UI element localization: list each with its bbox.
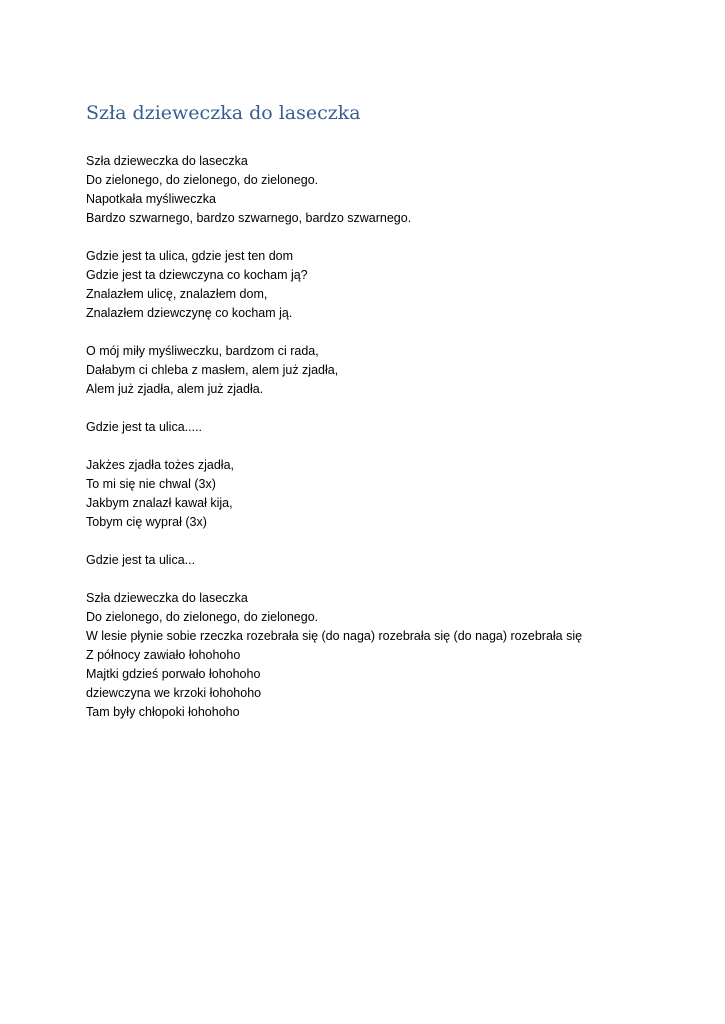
document-title: Szła dzieweczka do laseczka — [86, 102, 361, 124]
lyric-line: Znalazłem ulicę, znalazłem dom, — [86, 287, 268, 301]
lyric-line: Z północy zawiało łohohoho — [86, 648, 241, 662]
lyric-line: To mi się nie chwal (3x) — [86, 477, 216, 491]
lyric-line: Tobym cię wyprał (3x) — [86, 515, 207, 529]
stanza-7 — [86, 589, 706, 722]
lyric-line: Alem już zjadła, alem już zjadła. — [86, 382, 264, 396]
lyric-line: Gdzie jest ta ulica, gdzie jest ten dom — [86, 249, 294, 263]
lyric-line: Gdzie jest ta ulica... — [86, 553, 196, 567]
lyric-line: Do zielonego, do zielonego, do zielonego. — [86, 610, 319, 624]
lyric-line: Jakbym znalazł kawał kija, — [86, 496, 233, 510]
lyric-line: Znalazłem dziewczynę co kocham ją. — [86, 306, 293, 320]
lyric-line: Bardzo szwarnego, bardzo szwarnego, bardzo szwarnego. — [86, 211, 412, 225]
lyric-line: Tam były chłopoki łohohoho — [86, 705, 240, 719]
lyric-line: Gdzie jest ta dziewczyna co kocham ją? — [86, 268, 308, 282]
lyric-line: dziewczyna we krzoki łohohoho — [86, 686, 262, 700]
lyric-line: Szła dzieweczka do laseczka — [86, 591, 248, 605]
stanza-1 — [86, 152, 706, 228]
stanza-3 — [86, 342, 706, 399]
stanza-4 — [86, 418, 706, 437]
lyric-line: Napotkała myśliweczka — [86, 192, 216, 206]
stanza-6 — [86, 551, 706, 570]
stanza-2 — [86, 247, 706, 323]
lyric-line: Szła dzieweczka do laseczka — [86, 154, 248, 168]
lyric-line: Do zielonego, do zielonego, do zielonego. — [86, 173, 319, 187]
lyric-line: Majtki gdzieś porwało łohohoho — [86, 667, 261, 681]
lyric-line: W lesie płynie sobie rzeczka rozebrała się (do naga) rozebrała się (do naga) rozebrała się — [86, 629, 583, 643]
lyric-line: Gdzie jest ta ulica..... — [86, 420, 203, 434]
stanza-5 — [86, 456, 706, 532]
lyric-line: O mój miły myśliweczku, bardzom ci rada, — [86, 344, 319, 358]
lyrics-body — [86, 152, 706, 741]
lyric-line: Jakżes zjadła tożes zjadła, — [86, 458, 234, 472]
lyric-line: Dałabym ci chleba z masłem, alem już zjadła, — [86, 363, 339, 377]
